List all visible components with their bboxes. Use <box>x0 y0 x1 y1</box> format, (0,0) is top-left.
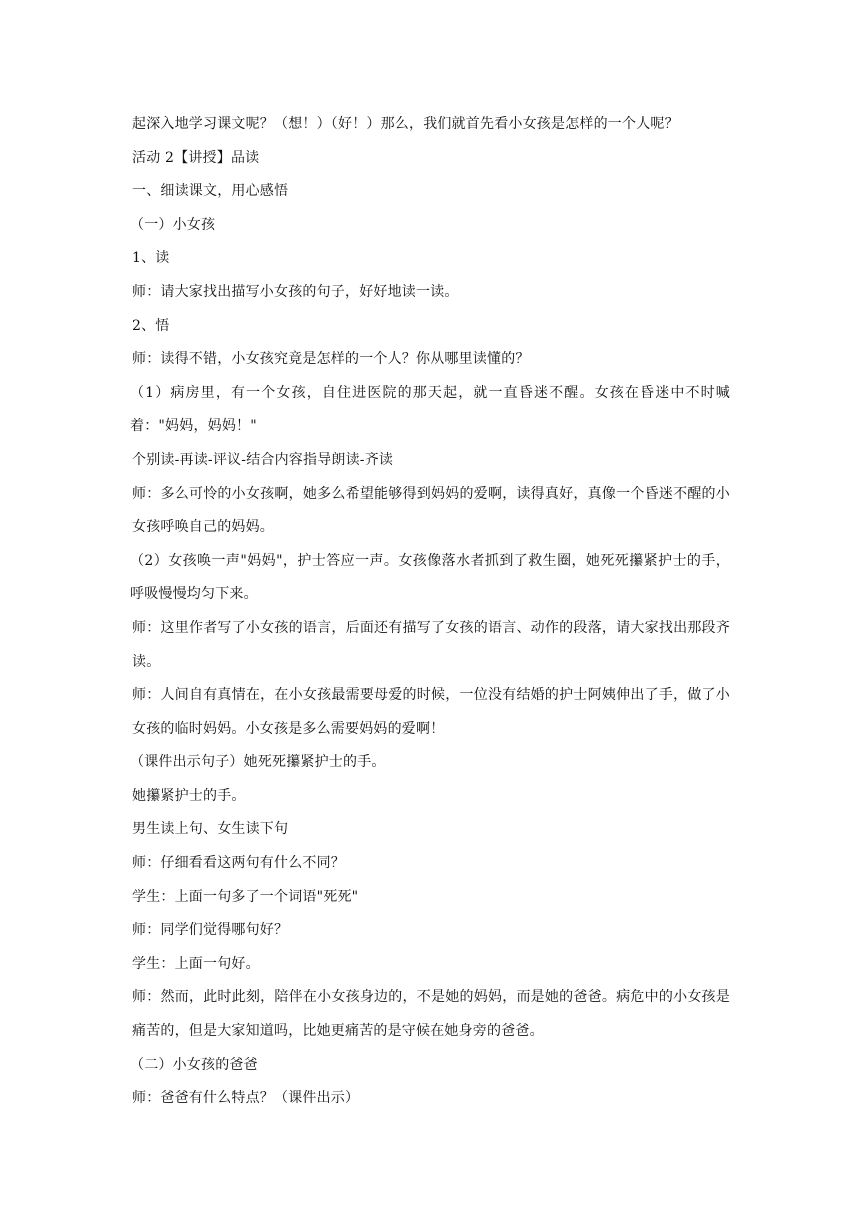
document-body <box>132 108 730 1116</box>
teacher-line: 师：爸爸有什么特点？（课件出示） <box>132 1090 360 1107</box>
teacher-line: 师：同学们觉得哪句好？ <box>132 922 289 939</box>
student-line: 学生：上面一句好。 <box>132 955 260 972</box>
step-heading-read: 1、读 <box>132 250 170 267</box>
paragraph-intro-question: 起深入地学习课文呢？（想！）（好！）那么，我们就首先看小女孩是怎样的一个人呢？ <box>132 116 679 132</box>
quoted-passage-1: （1）病房里，有一个女孩，自住进医院的那天起，就一直昏迷不醒。女孩在昏迷中不时喊着："妈妈，妈妈！" <box>130 384 730 435</box>
slide-sentence: （课件出示句子）她死死攥紧护士的手。 <box>130 754 386 771</box>
subsection-heading-father: （二）小女孩的爸爸 <box>130 1056 258 1073</box>
teacher-line: 师：仔细看看这两句有什么不同？ <box>132 855 345 872</box>
step-heading-understand: 2、悟 <box>132 317 170 334</box>
teacher-line: 师：请大家找出描写小女孩的句子，好好地读一读。 <box>132 283 459 300</box>
teacher-line: 师：多么可怜的小女孩啊，她多么希望能够得到妈妈的爱啊，读得真好，真像一个昏迷不醒的小女孩呼唤自己的妈妈。 <box>132 485 730 536</box>
activity-heading: 活动 2【讲授】品读 <box>132 149 260 166</box>
teacher-line: 师：读得不错，小女孩究竟是怎样的一个人？你从哪里读懂的？ <box>132 351 530 368</box>
teacher-line: 师：这里作者写了小女孩的语言，后面还有描写了女孩的语言、动作的段落，请大家找出那段齐读。 <box>132 619 730 670</box>
reading-instruction: 男生读上句、女生读下句 <box>132 821 289 838</box>
reading-steps: 个别读-再读-评议-结合内容指导朗读-齐读 <box>132 451 394 468</box>
student-line: 学生：上面一句多了一个词语"死死" <box>132 888 359 905</box>
teacher-line: 师：然而，此时此刻，陪伴在小女孩身边的，不是她的妈妈，而是她的爸爸。病危中的小女孩是痛苦的，但是大家知道吗，比她更痛苦的是守候在她身旁的爸爸。 <box>132 989 730 1040</box>
quoted-passage-2: （2）女孩唤一声"妈妈"，护士答应一声。女孩像落水者抓到了救生圈，她死死攥紧护士的手，呼吸慢慢均匀下来。 <box>130 552 730 603</box>
subsection-heading-girl: （一）小女孩 <box>130 216 216 233</box>
section-heading: 一、细读课文，用心感悟 <box>132 183 289 200</box>
teacher-line: 师：人间自有真情在，在小女孩最需要母爱的时候，一位没有结婚的护士阿姨伸出了手，做了小女孩的临时妈妈。小女孩是多么需要妈妈的爱啊！ <box>132 687 730 737</box>
comparison-sentence: 她攥紧护士的手。 <box>132 787 246 804</box>
